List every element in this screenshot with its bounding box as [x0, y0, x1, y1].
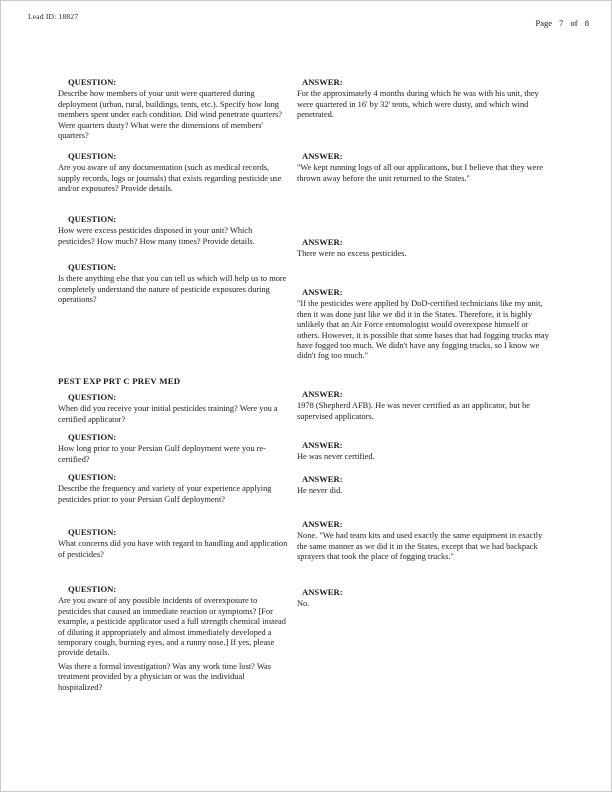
answer-block-5	[297, 389, 553, 422]
answer-label: ANSWER:	[302, 237, 343, 247]
lead-id: Lead ID: 18827	[28, 12, 79, 21]
question-label: QUESTION:	[68, 151, 117, 161]
answer-label: ANSWER:	[302, 287, 343, 297]
answer-block-3	[297, 237, 553, 260]
question-text-continued: Was there a formal investigation? Was any work time lost? Was treatment provided by a physician or was the individual hospitalized?	[58, 661, 272, 692]
answer-block-4	[297, 287, 553, 362]
answer-text: He was never certified.	[297, 452, 375, 462]
answer-label: ANSWER:	[302, 77, 343, 87]
question-block-2	[58, 151, 290, 195]
page-number: Page 7 of 8	[535, 18, 589, 28]
question-label: QUESTION:	[68, 214, 117, 224]
answer-label: ANSWER:	[302, 440, 343, 450]
answer-label: ANSWER:	[302, 519, 343, 529]
answer-block-2	[297, 151, 553, 184]
answer-label: ANSWER:	[302, 474, 343, 484]
answer-text: For the approximately 4 months during which he was with his unit, they were quartered in 16' by 32' tents, which were dusty, and which wind penetrated.	[297, 89, 539, 120]
answer-block-9	[297, 587, 553, 610]
answer-block-1	[297, 77, 553, 121]
question-text: How were excess pesticides disposed in your unit? Which pesticides? How much? How many times? Provide details.	[58, 226, 255, 246]
question-block-5	[58, 392, 290, 425]
question-block-9	[58, 584, 290, 693]
question-text: Are you aware of any possible incidents of overexposure to pesticides that caused an immediate reaction or symptoms? [For example, a pesticide applicator used a full strength chemical instead of diluting it appropriately and almost immediately developed a temporary cough, burning eyes, and a runny nose.] If yes, please provide details.	[58, 596, 286, 658]
question-label: QUESTION:	[68, 584, 117, 594]
question-text: What concerns did you have with regard to handling and application of pesticides?	[58, 539, 288, 559]
question-text: How long prior to your Persian Gulf deployment were you re-certified?	[58, 444, 266, 464]
question-text: Describe the frequency and variety of your experience applying pesticides prior to your Persian Gulf deployment?	[58, 484, 272, 504]
answer-text: No.	[297, 599, 310, 609]
answer-text: There were no excess pesticides.	[297, 249, 407, 259]
answer-block-8	[297, 519, 553, 563]
answer-label: ANSWER:	[302, 389, 343, 399]
answer-block-7	[297, 474, 553, 497]
question-block-3	[58, 214, 290, 247]
question-label: QUESTION:	[68, 472, 117, 482]
question-block-7	[58, 472, 290, 505]
question-block-1	[58, 77, 290, 141]
answer-text: None. "We had team kits and used exactly the same equipment in exactly the same manner as we did it in the States, except that we had backpack sprayers that took the place of fogging trucks."	[297, 531, 543, 562]
answer-text: 1978 (Shepherd AFB). He was never certified as an applicator, but he supervised applicators.	[297, 401, 530, 421]
question-label: QUESTION:	[68, 77, 117, 87]
question-block-4	[58, 262, 290, 306]
section-header: PEST EXP PRT C PREV MED	[58, 376, 181, 386]
answer-text: He never did.	[297, 486, 343, 496]
answer-block-6	[297, 440, 553, 463]
answer-label: ANSWER:	[302, 151, 343, 161]
question-label: QUESTION:	[68, 527, 117, 537]
question-text: Is there anything else that you can tell us which will help us to more completely understand the nature of pesticide exposures during operations?	[58, 274, 287, 305]
question-label: QUESTION:	[68, 432, 117, 442]
question-block-8	[58, 527, 290, 560]
question-text: When did you receive your initial pesticides training? Were you a certified applicator?	[58, 404, 278, 424]
question-block-6	[58, 432, 290, 465]
question-label: QUESTION:	[68, 262, 117, 272]
question-text: Describe how members of your unit were quartered during deployment (urban, rural, buildings, tents, etc.). Specify how long members spent under each condition. Did wind penetrate quarters? Were quarters dusty? What were the dimensions of members' quarters?	[58, 89, 282, 141]
answer-text: "If the pesticides were applied by DoD-certified technicians like my unit, then it was done just like we did it in the States. Therefore, it is highly unlikely that an Air Force entomologist would overexpose himself or others. However, it is possible that some bases that had fogging trucks may have fogged too much. We didn't have any fogging trucks, so I know we didn't fog too much."	[297, 299, 549, 361]
answer-text: "We kept running logs of all our applications, but I believe that they were thrown away before the unit returned to the States."	[297, 163, 544, 183]
question-label: QUESTION:	[68, 392, 117, 402]
answer-label: ANSWER:	[302, 587, 343, 597]
question-text: Are you aware of any documentation (such as medical records, supply records, logs or journals) that exists regarding pesticide use and/or exposures? Provide details.	[58, 163, 282, 194]
